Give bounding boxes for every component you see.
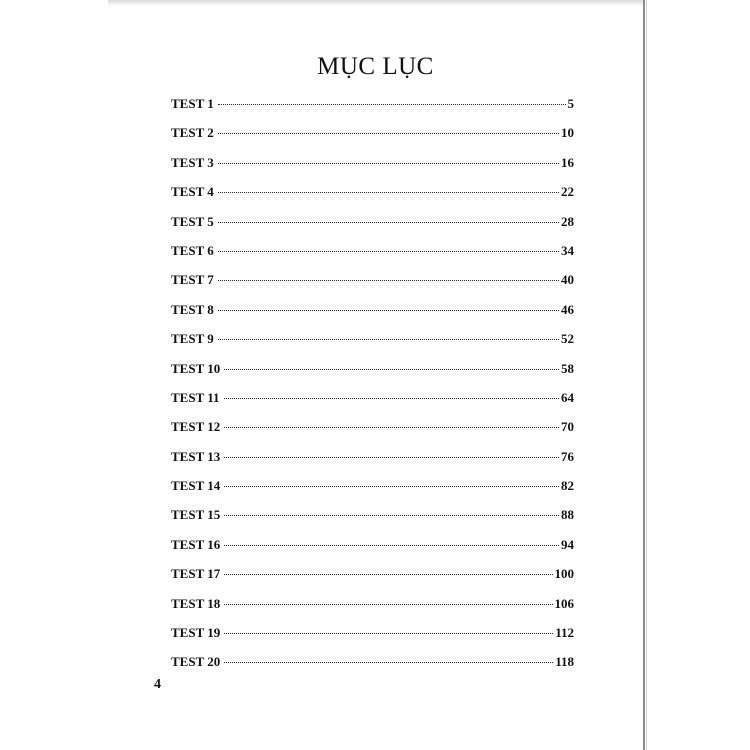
toc-entry[interactable] xyxy=(171,331,574,360)
toc-entry-label: TEST 3 xyxy=(171,154,214,170)
toc-entry[interactable] xyxy=(171,625,574,654)
toc-dot-leader xyxy=(224,398,559,399)
toc-entry[interactable] xyxy=(171,537,574,566)
toc-entry-page: 46 xyxy=(561,301,574,317)
toc-entry[interactable] xyxy=(171,478,574,507)
toc-entry[interactable] xyxy=(171,449,574,478)
toc-dot-leader xyxy=(224,633,553,634)
page-number: 4 xyxy=(154,677,161,692)
toc-entry-label: TEST 18 xyxy=(171,595,221,611)
toc-dot-leader xyxy=(224,486,559,487)
toc-entry-page: 70 xyxy=(561,419,574,435)
toc-dot-leader xyxy=(224,515,559,516)
toc-dot-leader xyxy=(218,163,559,164)
toc-entry-page: 52 xyxy=(561,331,574,347)
toc-entry-label: TEST 6 xyxy=(171,242,214,258)
toc-dot-leader xyxy=(218,280,559,281)
toc-dot-leader xyxy=(224,427,559,428)
toc-entry[interactable] xyxy=(171,155,574,184)
toc-entry-label: TEST 17 xyxy=(171,566,221,582)
toc-entry[interactable] xyxy=(171,361,574,390)
toc-entry-label: TEST 4 xyxy=(171,184,214,200)
toc-entry[interactable] xyxy=(171,390,574,419)
toc-entry-page: 88 xyxy=(561,507,574,523)
toc-dot-leader xyxy=(218,339,559,340)
toc-entry-label: TEST 13 xyxy=(171,448,221,464)
toc-dot-leader xyxy=(224,574,552,575)
toc-entry-page: 28 xyxy=(561,213,574,229)
toc-dot-leader xyxy=(224,369,559,370)
toc-entry[interactable] xyxy=(171,596,574,625)
toc-entry-label: TEST 11 xyxy=(171,389,220,405)
toc-entry-label: TEST 14 xyxy=(171,478,221,494)
toc-entry[interactable] xyxy=(171,507,574,536)
toc-entry-label: TEST 5 xyxy=(171,213,214,229)
toc-dot-leader xyxy=(218,133,559,134)
toc-entry-label: TEST 8 xyxy=(171,301,214,317)
toc-entry-page: 106 xyxy=(554,595,574,611)
toc-entry-label: TEST 19 xyxy=(171,625,221,641)
toc-entry-label: TEST 20 xyxy=(171,654,221,670)
toc-dot-leader xyxy=(218,192,559,193)
table-of-contents xyxy=(171,96,574,684)
toc-dot-leader xyxy=(218,222,559,223)
toc-entry-label: TEST 7 xyxy=(171,272,214,288)
toc-entry-page: 82 xyxy=(561,478,574,494)
toc-entry-label: TEST 15 xyxy=(171,507,221,523)
toc-entry-page: 22 xyxy=(561,184,574,200)
toc-entry-page: 58 xyxy=(561,360,574,376)
toc-entry-page: 118 xyxy=(555,654,574,670)
toc-dot-leader xyxy=(218,251,559,252)
toc-entry-page: 94 xyxy=(561,536,574,552)
toc-dot-leader xyxy=(224,604,552,605)
toc-entry-label: TEST 12 xyxy=(171,419,221,435)
toc-entry[interactable] xyxy=(171,272,574,301)
toc-dot-leader xyxy=(224,457,559,458)
toc-entry[interactable] xyxy=(171,125,574,154)
toc-dot-leader xyxy=(218,104,566,105)
toc-entry-page: 16 xyxy=(561,154,574,170)
toc-entry[interactable] xyxy=(171,419,574,448)
toc-entry-page: 112 xyxy=(555,625,574,641)
toc-entry-label: TEST 16 xyxy=(171,536,221,552)
toc-entry-page: 34 xyxy=(561,242,574,258)
toc-entry-page: 40 xyxy=(561,272,574,288)
toc-entry-label: TEST 9 xyxy=(171,331,214,347)
toc-entry-label: TEST 1 xyxy=(171,96,214,111)
toc-dot-leader xyxy=(224,545,559,546)
toc-entry[interactable] xyxy=(171,184,574,213)
toc-entry-page: 64 xyxy=(561,389,574,405)
toc-dot-leader xyxy=(224,662,553,663)
page-title: MỤC LỤC xyxy=(317,52,434,80)
toc-entry[interactable] xyxy=(171,654,574,683)
page-top-shadow xyxy=(108,0,643,6)
toc-entry[interactable] xyxy=(171,214,574,243)
toc-entry-page: 76 xyxy=(561,448,574,464)
toc-entry[interactable] xyxy=(171,96,574,125)
toc-entry-label: TEST 2 xyxy=(171,125,214,141)
toc-dot-leader xyxy=(218,310,559,311)
page-edge xyxy=(643,0,645,750)
toc-entry-page: 5 xyxy=(567,96,574,111)
toc-entry[interactable] xyxy=(171,243,574,272)
toc-entry-page: 100 xyxy=(554,566,574,582)
toc-entry[interactable] xyxy=(171,566,574,595)
toc-entry[interactable] xyxy=(171,302,574,331)
page-edge-shadow xyxy=(646,0,647,750)
toc-entry-page: 10 xyxy=(561,125,574,141)
toc-entry-label: TEST 10 xyxy=(171,360,221,376)
